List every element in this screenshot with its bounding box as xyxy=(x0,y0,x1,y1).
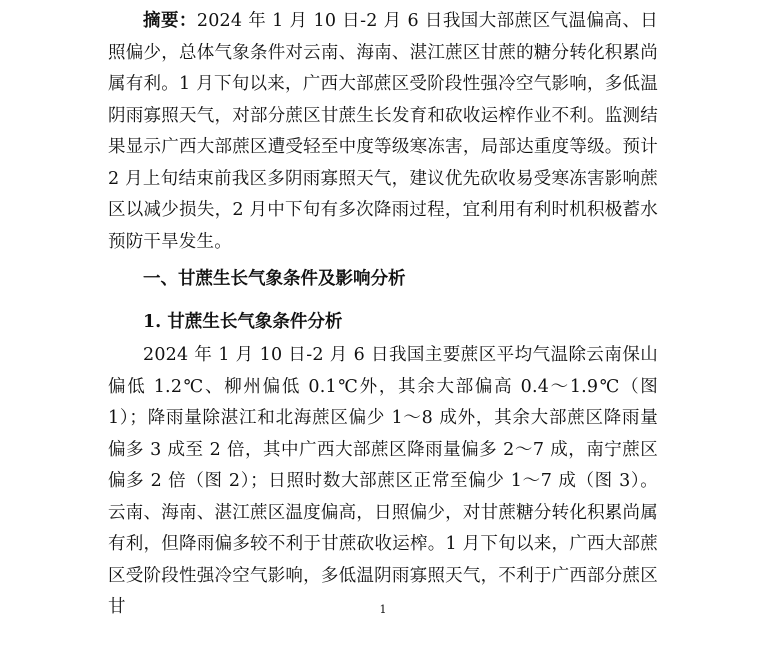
body-paragraph: 2024 年 1 月 10 日-2 月 6 日我国主要蔗区平均气温除云南保山偏低 1.2℃、柳州偏低 0.1℃外，其余大部偏高 0.4～1.9℃（图 1）；降雨量除湛江和北海蔗区偏少 1～8 成外，其余大部蔗区降雨量偏多 3 成至 2 倍，其中广西大部蔗区降雨量偏多 2～7 成，南宁蔗区偏多 2 倍（图 2）；日照时数大部蔗区正常至偏少 1～7 成（图 3）。云南、海南、湛江蔗区温度偏高，日照偏少，对甘蔗糖分转化积累尚属有利，但降雨偏多较不利于甘蔗砍收运榨。1 月下旬以来，广西大部蔗区受阶段性强冷空气影响，多低温阴雨寡照天气，不利于广西部分蔗区甘 xyxy=(108,345,658,617)
page-number: 1 xyxy=(379,603,387,616)
abstract-label: 摘要： xyxy=(143,11,197,31)
abstract-paragraph xyxy=(108,6,658,258)
section-subheading: 1. 甘蔗生长气象条件分析 xyxy=(143,312,343,332)
section-heading: 一、甘蔗生长气象条件及影响分析 xyxy=(143,269,406,289)
abstract-text: 2024 年 1 月 10 日-2 月 6 日我国大部蔗区气温偏高、日照偏少，总体气象条件对云南、海南、湛江蔗区甘蔗的糖分转化积累尚属有利。1 月下旬以来，广西大部蔗区受阶段性强冷空气影响，多低温阴雨寡照天气，对部分蔗区甘蔗生长发育和砍收运榨作业不利。监测结果显示广西大部蔗区遭受轻至中度等级寒冻害，局部达重度等级。预计 2 月上旬结束前我区多阴雨寡照天气，建议优先砍收易受寒冻害影响蔗区以减少损失，2 月中下旬有多次降雨过程，宜利用有利时机积极蓄水预防干旱发生。 xyxy=(108,11,658,252)
